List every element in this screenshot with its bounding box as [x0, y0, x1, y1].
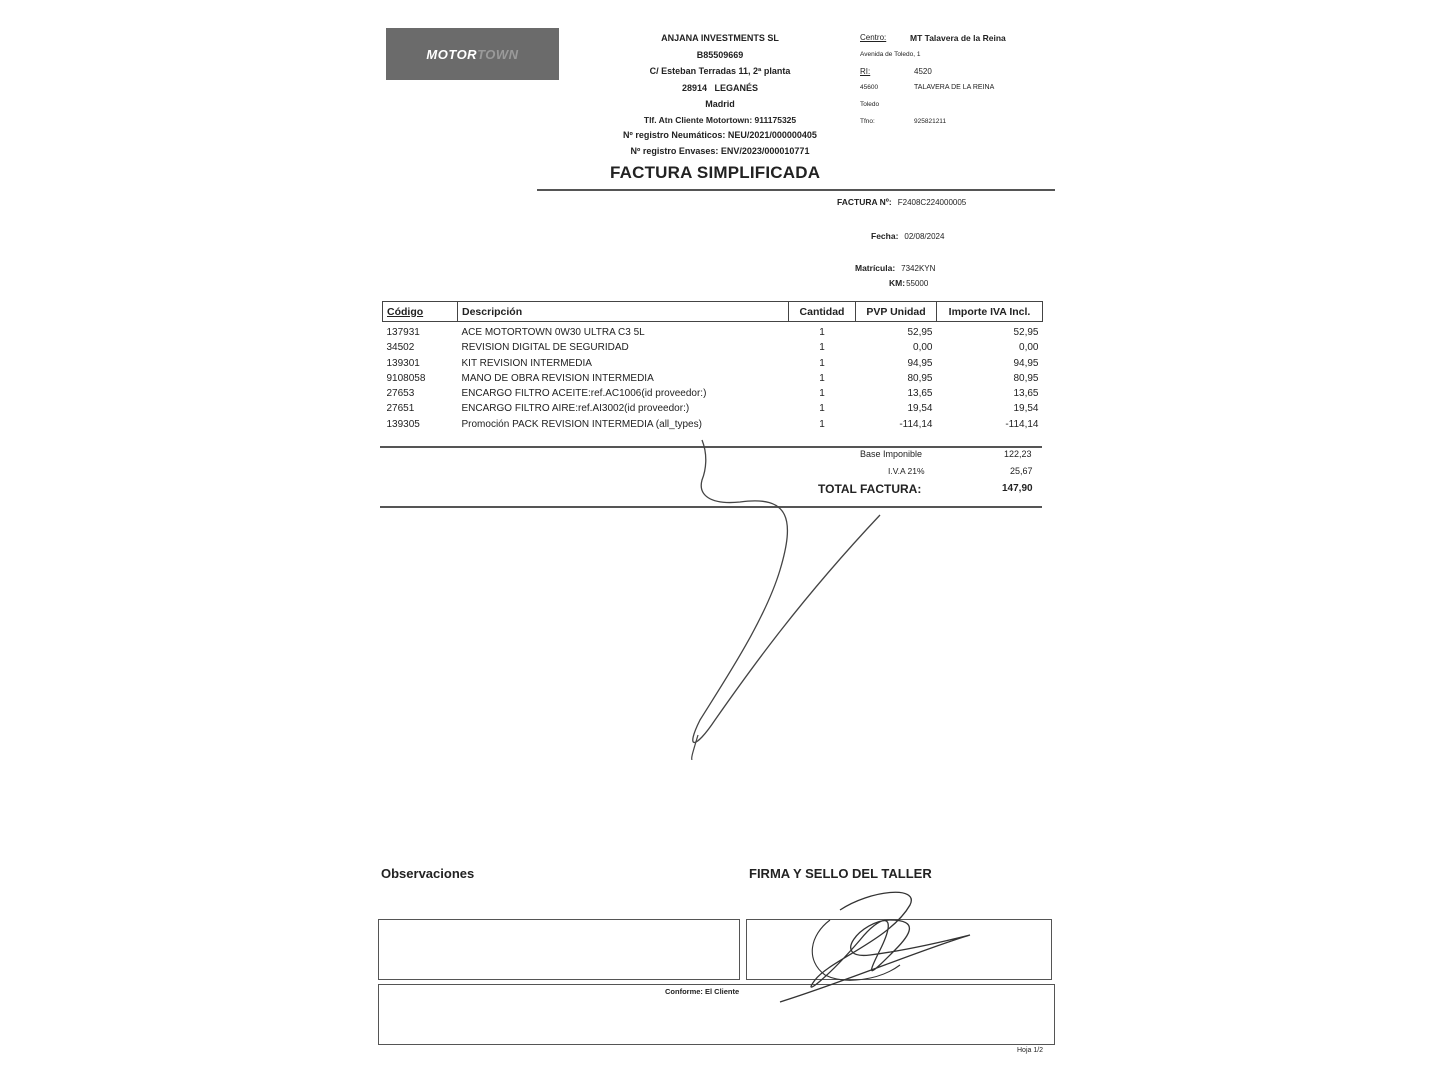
cell-codigo: 27651	[386, 403, 415, 415]
centro-province: Toledo	[860, 101, 880, 109]
km-label: KM:	[889, 278, 906, 288]
cell-pvp: 94,95	[907, 357, 933, 369]
iva-value: 25,67	[1010, 466, 1033, 476]
cell-codigo: 139301	[386, 357, 420, 369]
cell-codigo: 9108058	[386, 372, 426, 384]
table-row	[383, 371, 1043, 386]
cell-importe: 80,95	[1013, 372, 1039, 384]
header-pvp: PVP Unidad	[856, 302, 937, 322]
base-imponible-label: Base Imponible	[860, 449, 923, 459]
cell-cantidad: 1	[819, 372, 825, 384]
cell-importe: 19,54	[1013, 403, 1039, 415]
company-info	[560, 30, 880, 159]
ri-value: 4520	[914, 66, 932, 76]
observaciones-label: Observaciones	[381, 866, 475, 881]
cell-pvp: 13,65	[907, 388, 933, 400]
company-reg-envases: Nº registro Envases: ENV/2023/000010771	[630, 145, 810, 156]
cell-importe: 0,00	[1019, 342, 1039, 354]
cell-cantidad: 1	[819, 327, 825, 338]
base-imponible-value: 122,23	[1004, 449, 1032, 459]
table-row	[383, 340, 1043, 355]
cell-descripcion: ENCARGO FILTRO AIRE:ref.AI3002(id proveedor:)	[461, 403, 690, 415]
cell-pvp: 80,95	[907, 372, 933, 384]
cell-importe: 94,95	[1013, 357, 1039, 369]
centro-postal: 45600	[860, 84, 879, 92]
invoice-date	[871, 231, 944, 241]
invoice-plate	[855, 263, 935, 273]
matricula-value: 7342KYN	[901, 264, 936, 273]
total-label: TOTAL FACTURA:	[818, 482, 922, 496]
cell-cantidad: 1	[819, 342, 825, 354]
cell-cantidad: 1	[819, 388, 825, 400]
km-value: 55000	[906, 279, 929, 288]
cell-pvp: -114,14	[899, 418, 933, 430]
header-codigo: Código	[383, 302, 458, 322]
fecha-label: Fecha:	[871, 231, 899, 241]
company-province: Madrid	[705, 99, 735, 110]
title-divider	[537, 189, 1055, 191]
table-row	[383, 386, 1043, 401]
cell-codigo: 139305	[386, 418, 420, 430]
cell-cantidad: 1	[819, 357, 825, 369]
cell-cantidad: 1	[819, 418, 825, 430]
tfno-value: 925821211	[914, 117, 947, 125]
cell-importe: 13,65	[1013, 388, 1039, 400]
company-reg-neumaticos: Nº registro Neumáticos: NEU/2021/000000405	[623, 129, 817, 140]
header-importe: Importe IVA Incl.	[937, 302, 1043, 322]
observaciones-box	[378, 919, 740, 980]
table-row	[383, 401, 1043, 416]
company-phone: Tlf. Atn Cliente Motortown: 911175325	[643, 114, 797, 125]
centro-value: MT Talavera de la Reina	[910, 33, 1006, 43]
cell-codigo: 27653	[386, 388, 415, 400]
header-descripcion: Descripción	[458, 302, 789, 322]
company-cif: B85509669	[696, 49, 744, 60]
cell-descripcion: REVISION DIGITAL DE SEGURIDAD	[461, 342, 629, 354]
centro-address: Avenida de Toledo, 1	[860, 50, 921, 58]
cell-descripcion: KIT REVISION INTERMEDIA	[461, 357, 592, 369]
centro-label: Centro:	[860, 33, 887, 42]
cell-cantidad: 1	[819, 403, 825, 415]
customer-signature	[770, 880, 990, 1010]
cell-importe: -114,14	[1005, 418, 1039, 430]
page-number: Hoja 1/2	[1017, 1047, 1044, 1054]
table-row	[383, 322, 1043, 341]
cell-descripcion: Promoción PACK REVISION INTERMEDIA (all_types)	[461, 418, 702, 430]
company-address: C/ Esteban Terradas 11, 2ª planta	[649, 66, 791, 77]
items-table	[382, 301, 1043, 432]
ri-label: RI:	[860, 66, 871, 76]
centro-city: TALAVERA DE LA REINA	[914, 84, 995, 92]
motortown-logo: MOTOR TOWN	[386, 28, 559, 80]
cell-codigo: 34502	[386, 342, 415, 354]
document-title: FACTURA SIMPLIFICADA	[610, 163, 821, 182]
cell-descripcion: MANO DE OBRA REVISION INTERMEDIA	[461, 372, 654, 384]
cell-pvp: 52,95	[907, 327, 933, 338]
cell-descripcion: ENCARGO FILTRO ACEITE:ref.AC1006(id proveedor:)	[461, 388, 707, 400]
tfno-label: Tfno:	[860, 117, 875, 125]
invoice-km	[889, 278, 928, 288]
company-postal-city: 28914 LEGANÉS	[681, 82, 759, 93]
iva-label: I.V.A 21%	[888, 466, 925, 476]
factura-value: F2408C224000005	[897, 198, 967, 207]
matricula-label: Matrícula:	[855, 263, 896, 273]
cell-codigo: 137931	[386, 327, 420, 338]
total-value: 147,90	[1002, 483, 1033, 494]
cell-pvp: 0,00	[913, 342, 933, 354]
cell-descripcion: ACE MOTORTOWN 0W30 ULTRA C3 5L	[461, 327, 645, 338]
table-row	[383, 356, 1043, 371]
header-cantidad: Cantidad	[789, 302, 856, 322]
centro-info	[860, 30, 1006, 131]
factura-label: FACTURA Nº:	[837, 197, 892, 207]
cell-importe: 52,95	[1013, 327, 1039, 338]
conforme-cliente-label: Conforme: El Cliente	[665, 987, 740, 996]
invoice-number	[837, 197, 966, 207]
company-name: ANJANA INVESTMENTS SL	[661, 33, 779, 43]
handwritten-signature-mark	[680, 420, 900, 760]
firma-sello-label: FIRMA Y SELLO DEL TALLER	[749, 866, 932, 881]
table-header-row	[383, 302, 1043, 322]
fecha-value: 02/08/2024	[904, 232, 945, 241]
cell-pvp: 19,54	[907, 403, 933, 415]
